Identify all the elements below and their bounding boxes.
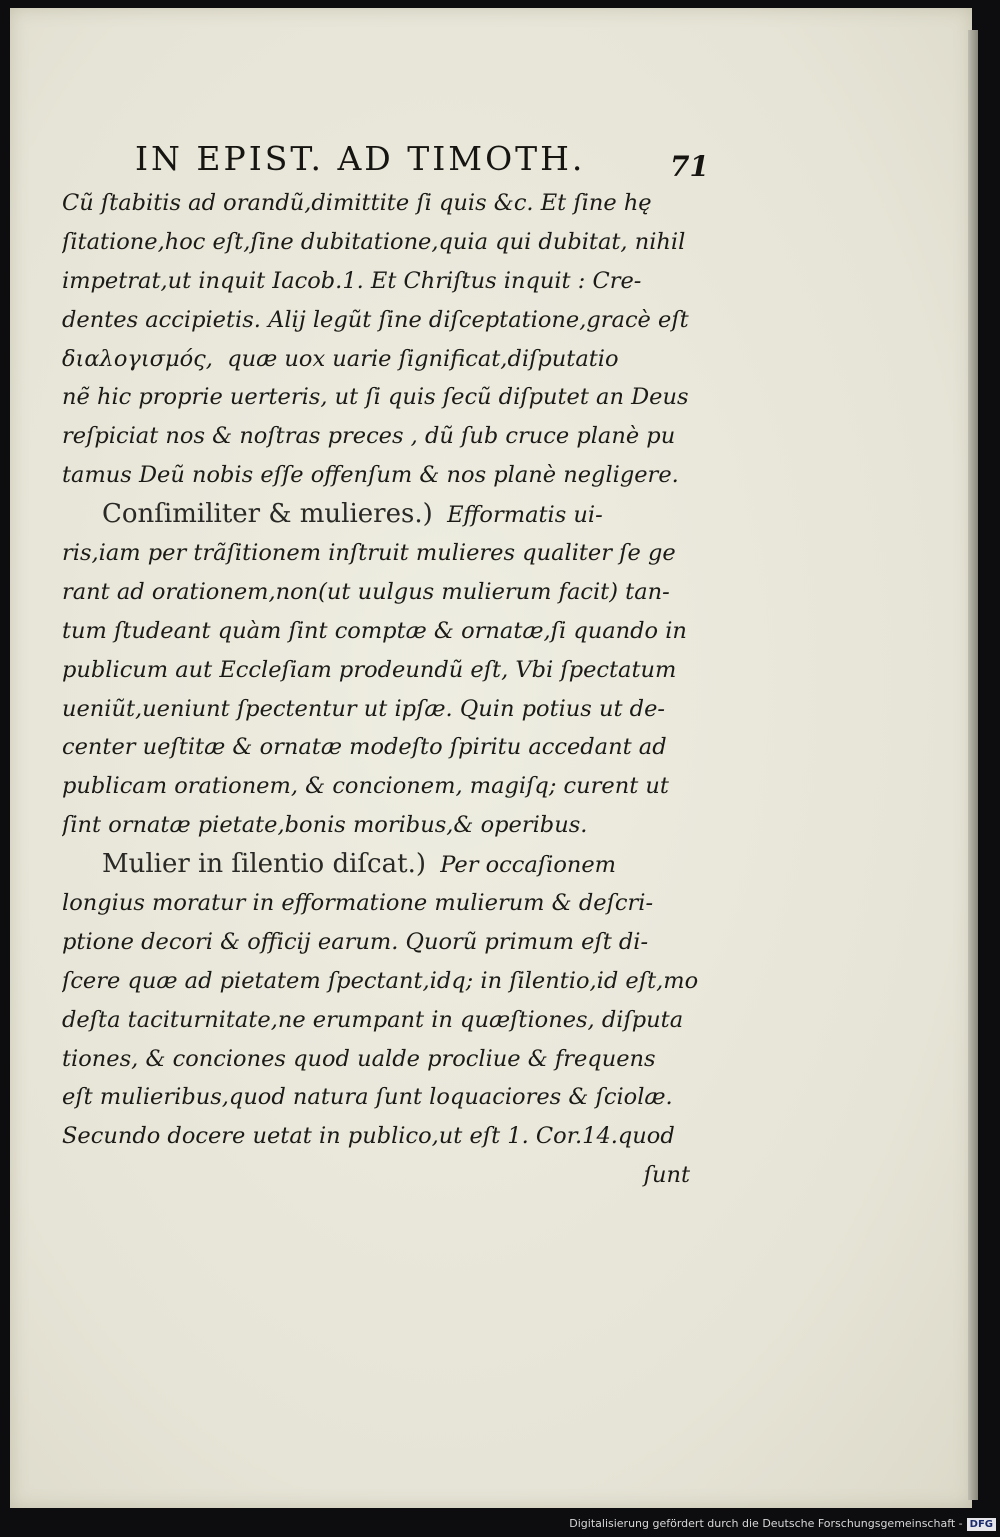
line-text: dentes accipietis. Alij legũt ſine diſceptatione,gracè eſt [62,306,689,333]
text-block [62,184,702,1195]
text-line [62,884,702,923]
line-text: ſint ornatæ pietate,bonis moribus,& operibus. [62,812,588,839]
text-line [62,301,702,340]
text-line [62,456,702,495]
text-line [62,923,702,962]
text-line [62,223,702,262]
text-line [62,417,702,456]
line-text: center ueſtitæ & ornatæ modeſto ſpiritu accedant ad [62,734,667,761]
line-text: deſta taciturnitate,ne erumpant in quæſtiones, diſputa [62,1006,684,1033]
text-line [62,767,702,806]
dfg-logo: DFG [967,1518,996,1531]
line-text: Cũ ſtabitis ad orandũ,dimittite ſi quis &c. Et ſine hę [62,190,652,216]
text-line [62,612,702,651]
text-line [62,845,702,884]
line-text: ptione decori & officij earum. Quorũ primum eſt di- [62,928,649,955]
text-line [62,806,702,845]
line-text: Secundo docere uetat in publico,ut eſt 1. Cor.14.quod [62,1123,675,1150]
lemma: Mulier in ſilentio diſcat.) [102,849,426,880]
text-line [62,262,702,301]
lemma: Conſimiliter & mulieres.) [102,499,433,530]
line-text: διαλογισμός, quæ uox uarie ſignificat,diſputatio [62,345,619,372]
text-line [62,651,702,690]
text-line [62,1040,702,1079]
text-line [62,728,702,767]
text-line [62,340,702,379]
line-text: rant ad orationem,non(ut uulgus mulierum facit) tan- [62,578,670,605]
text-line [62,495,702,534]
text-line [62,1001,702,1040]
line-text: tamus Deũ nobis eſſe offenſum & nos planè negligere. [62,462,679,489]
text-line [62,534,702,573]
line-text: ſitatione,hoc eſt,ſine dubitatione,quia qui dubitat, nihil [62,228,686,255]
line-text: ueniũt,ueniunt ſpectentur ut ipſæ. Quin potius ut de- [62,695,666,722]
running-head: IN EPIST. AD TIMOTH. [135,139,586,178]
text-line [62,690,702,729]
text-line [62,962,702,1001]
line-text: ſcere quæ ad pietatem ſpectant,idq; in ſilentio,id eſt,mo [62,967,699,994]
line-text: impetrat,ut inquit Iacob.1. Et Chriſtus inquit : Cre- [62,267,642,294]
line-text: publicam orationem, & concionem, magiſq; curent ut [62,773,669,800]
digitization-footer [560,1515,996,1533]
catchword [62,1156,702,1195]
text-line [62,573,702,612]
text-line [62,378,702,417]
line-text: ſunt [643,1162,690,1189]
line-text: eſt mulieribus,quod natura ſunt loquaciores & ſciolæ. [62,1084,673,1111]
line-text: tum ſtudeant quàm ſint comptæ & ornatæ,ſi quando in [62,617,687,644]
line-text: reſpiciat nos & noſtras preces , dũ ſub cruce planè pu [62,423,676,450]
line-text: Efformatis ui- [432,502,603,529]
line-text: ris,iam per trãſitionem inſtruit mulieres qualiter ſe ge [62,540,676,567]
line-text: nẽ hic proprie uerteris, ut ſi quis ſecũ diſputet an Deus [62,384,689,411]
text-line [62,1117,702,1156]
page-number: 71 [670,150,709,183]
line-text: longius moratur in efformatione mulierum & deſcri- [62,890,654,917]
line-text: publicum aut Eccleſiam prodeundũ eſt, Vbi ſpectatum [62,656,677,683]
line-text: Per occaſionem [425,852,617,879]
page-edge [968,30,978,1500]
text-line [62,1078,702,1117]
line-text: tiones, & conciones quod ualde procliue & frequens [62,1045,656,1072]
footer-text: Digitalisierung gefördert durch die Deutsche Forschungsgemeinschaft - [569,1517,963,1530]
text-line [62,184,702,223]
